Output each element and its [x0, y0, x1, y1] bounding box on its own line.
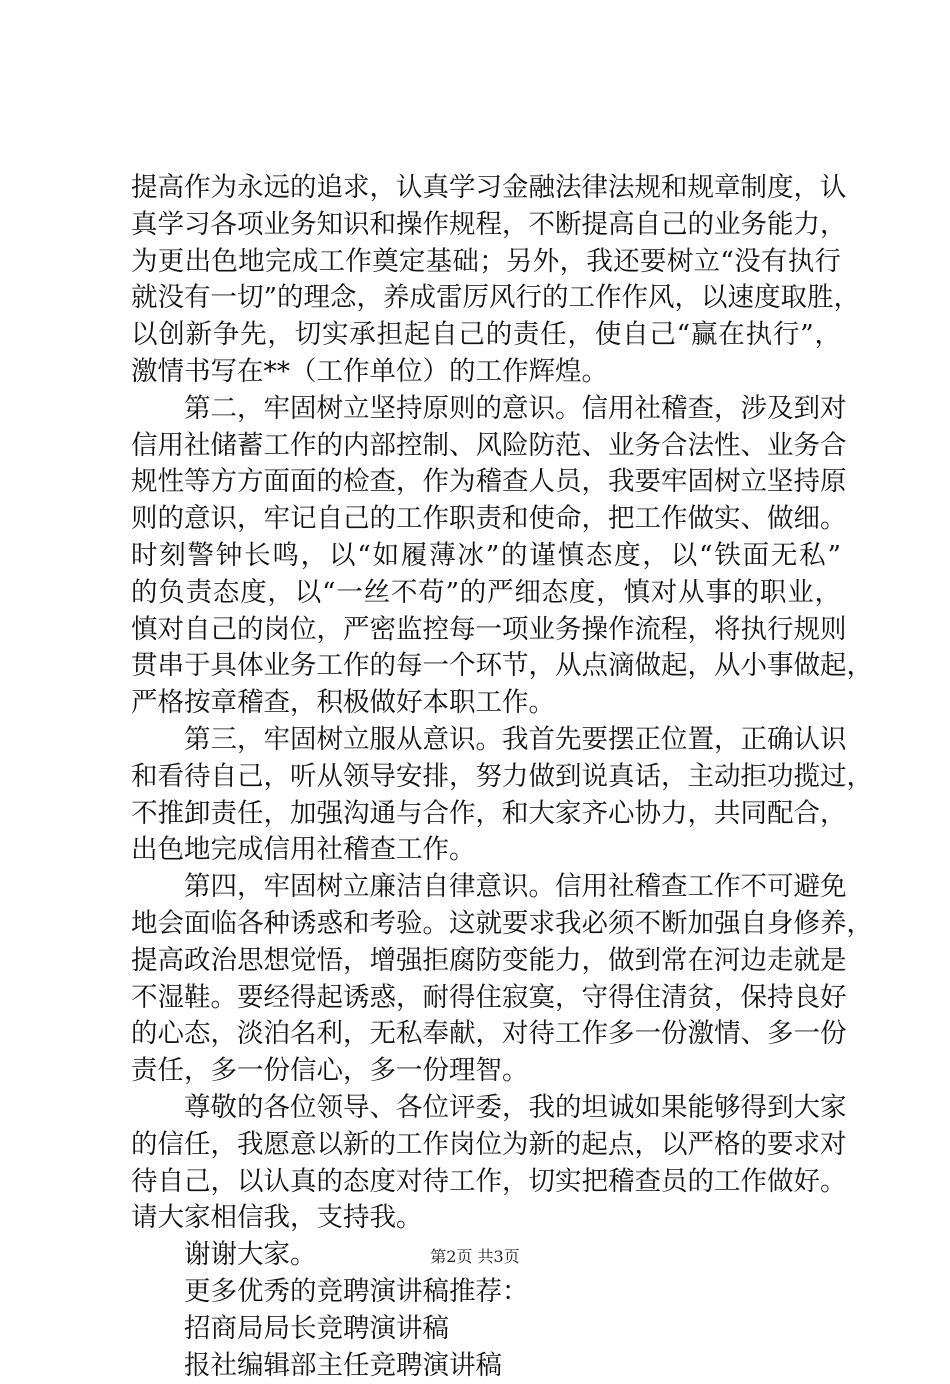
- text-line: 真学习各项业务知识和操作规程，不断提高自己的业务能力，: [131, 207, 841, 244]
- text-line: 规性等方方面面的检查，作为稽查人员，我要牢固树立坚持原: [131, 464, 841, 501]
- text-line: 和看待自己，听从领导安排，努力做到说真话，主动拒功揽过，: [131, 759, 841, 796]
- text-line: 慎对自己的岗位，严密监控每一项业务操作流程，将执行规则: [131, 612, 841, 649]
- text-line: 请大家相信我，支持我。: [131, 1200, 841, 1237]
- text-line: 的心态，淡泊名利，无私奉献，对待工作多一份激情、多一份: [131, 1016, 841, 1053]
- text-line: 就没有一切”的理念，养成雷厉风行的工作作风，以速度取胜，: [131, 280, 841, 317]
- text-line: 第四，牢固树立廉洁自律意识。信用社稽查工作不可避免: [131, 869, 841, 906]
- paragraph-second-principle: [131, 391, 841, 722]
- text-line: 尊敬的各位领导、各位评委，我的坦诚如果能够得到大家: [131, 1090, 841, 1127]
- document-body: [131, 170, 841, 1384]
- paragraph-third-obedience: [131, 722, 841, 869]
- paragraph-fourth-integrity: [131, 869, 841, 1090]
- recommend-heading: 更多优秀的竞聘演讲稿推荐：: [131, 1274, 841, 1311]
- text-line: 贯串于具体业务工作的每一个环节，从点滴做起，从小事做起，: [131, 648, 841, 685]
- text-line: 激情书写在**（工作单位）的工作辉煌。: [131, 354, 841, 391]
- text-line: 为更出色地完成工作奠定基础；另外，我还要树立“没有执行: [131, 244, 841, 281]
- text-line: 的负责态度，以“一丝不苟”的严细态度，慎对从事的职业，: [131, 575, 841, 612]
- recommend-link-1[interactable]: 招商局局长竞聘演讲稿: [131, 1311, 841, 1348]
- recommend-link-2[interactable]: 报社编辑部主任竞聘演讲稿: [131, 1348, 841, 1384]
- paragraph-conclusion: [131, 1090, 841, 1237]
- text-line: 地会面临各种诱惑和考验。这就要求我必须不断加强自身修养，: [131, 906, 841, 943]
- text-line: 提高作为永远的追求，认真学习金融法律法规和规章制度，认: [131, 170, 841, 207]
- paragraph-continuation: [131, 170, 841, 391]
- text-line: 出色地完成信用社稽查工作。: [131, 832, 841, 869]
- text-line: 则的意识，牢记自己的工作职责和使命，把工作做实、做细。: [131, 501, 841, 538]
- text-line: 提高政治思想觉悟，增强拒腐防变能力，做到常在河边走就是: [131, 943, 841, 980]
- page-footer: 第2页 共3页: [0, 1244, 950, 1267]
- text-line: 时刻警钟长鸣，以“如履薄冰”的谨慎态度，以“铁面无私”: [131, 538, 841, 575]
- text-line: 待自己，以认真的态度对待工作，切实把稽查员的工作做好。: [131, 1164, 841, 1201]
- text-line: 不推卸责任，加强沟通与合作，和大家齐心协力，共同配合，: [131, 796, 841, 833]
- text-line: 不湿鞋。要经得起诱惑，耐得住寂寞，守得住清贫，保持良好: [131, 980, 841, 1017]
- text-line: 第二，牢固树立坚持原则的意识。信用社稽查，涉及到对: [131, 391, 841, 428]
- text-line: 严格按章稽查，积极做好本职工作。: [131, 685, 841, 722]
- text-line: 的信任，我愿意以新的工作岗位为新的起点，以严格的要求对: [131, 1127, 841, 1164]
- text-line: 以创新争先，切实承担起自己的责任，使自己“赢在执行”，: [131, 317, 841, 354]
- text-line: 信用社储蓄工作的内部控制、风险防范、业务合法性、业务合: [131, 428, 841, 465]
- text-line: 责任，多一份信心，多一份理智。: [131, 1053, 841, 1090]
- closing-thanks: 谢谢大家。: [131, 1237, 841, 1274]
- text-line: 第三，牢固树立服从意识。我首先要摆正位置，正确认识: [131, 722, 841, 759]
